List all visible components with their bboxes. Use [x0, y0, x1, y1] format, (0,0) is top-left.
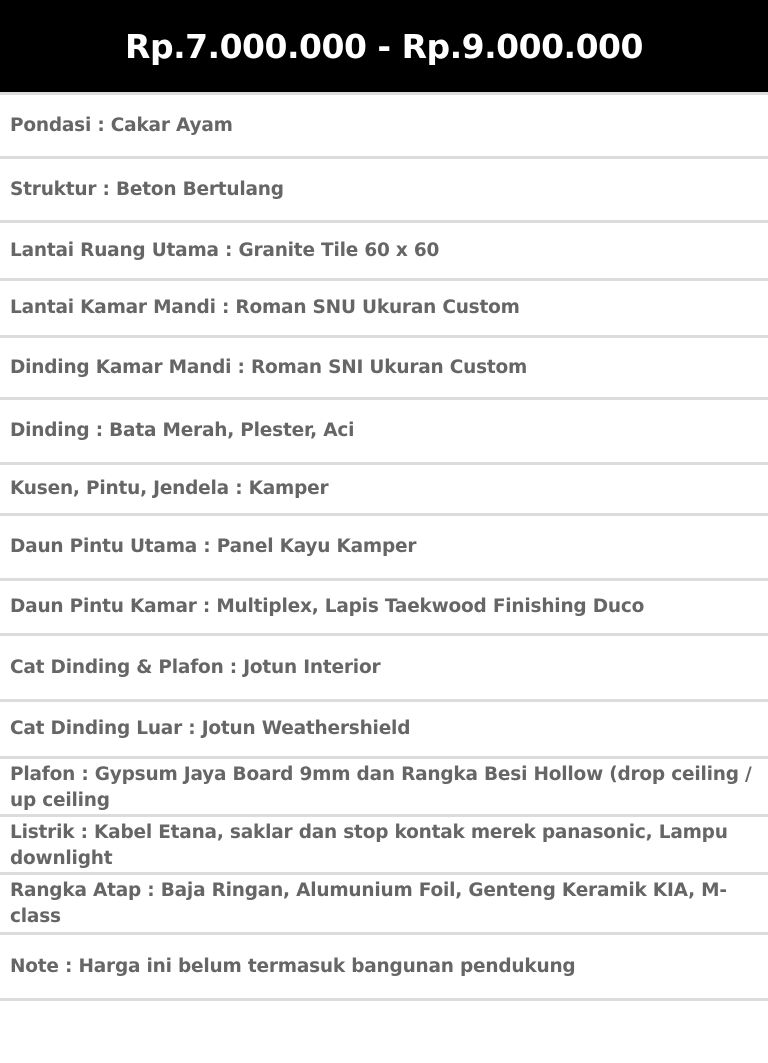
spec-row: [0, 581, 768, 636]
spec-row: [0, 702, 768, 759]
spec-row: [0, 223, 768, 281]
spec-row: [0, 400, 768, 465]
spec-row: [0, 516, 768, 581]
spec-item-dinding-kamar-mandi: Dinding Kamar Mandi : Roman SNI Ukuran Custom: [10, 356, 528, 378]
price-header: [0, 0, 768, 92]
spec-item-cat-dinding-plafon: Cat Dinding & Plafon : Jotun Interior: [10, 656, 381, 678]
spec-item-pondasi: Pondasi : Cakar Ayam: [10, 114, 233, 136]
spec-item-kusen: Kusen, Pintu, Jendela : Kamper: [10, 478, 329, 499]
spec-item-plafon: Plafon : Gypsum Jaya Board 9mm dan Rangka Besi Hollow (drop ceiling / up ceiling: [10, 764, 752, 811]
spec-row: [0, 817, 768, 875]
spec-row: [0, 636, 768, 702]
price-range-title: Rp.7.000.000 - Rp.9.000.000: [125, 26, 643, 66]
spec-item-daun-pintu-utama: Daun Pintu Utama : Panel Kayu Kamper: [10, 536, 417, 557]
spec-item-dinding: Dinding : Bata Merah, Plester, Aci: [10, 420, 355, 441]
spec-row: [0, 159, 768, 223]
spec-row: [0, 875, 768, 935]
spec-row: [0, 95, 768, 159]
spec-item-lantai-ruang-utama: Lantai Ruang Utama : Granite Tile 60 x 60: [10, 239, 440, 261]
spec-row: [0, 465, 768, 516]
spec-row: [0, 281, 768, 338]
spec-item-cat-dinding-luar: Cat Dinding Luar : Jotun Weathershield: [10, 718, 411, 739]
spec-row: [0, 338, 768, 400]
spec-item-lantai-kamar-mandi: Lantai Kamar Mandi : Roman SNU Ukuran Custom: [10, 297, 520, 318]
spec-item-note: Note : Harga ini belum termasuk bangunan pendukung: [10, 955, 576, 977]
spec-row: [0, 759, 768, 817]
spec-item-listrik: Listrik : Kabel Etana, saklar dan stop kontak merek panasonic, Lampu downlight: [10, 822, 728, 869]
spec-item-rangka-atap: Rangka Atap : Baja Ringan, Alumunium Foil, Genteng Keramik KIA, M-class: [10, 879, 727, 927]
spec-item-struktur: Struktur : Beton Bertulang: [10, 178, 284, 200]
spec-row: [0, 935, 768, 1001]
spec-list: [0, 92, 768, 1001]
spec-item-daun-pintu-kamar: Daun Pintu Kamar : Multiplex, Lapis Taekwood Finishing Duco: [10, 596, 645, 617]
